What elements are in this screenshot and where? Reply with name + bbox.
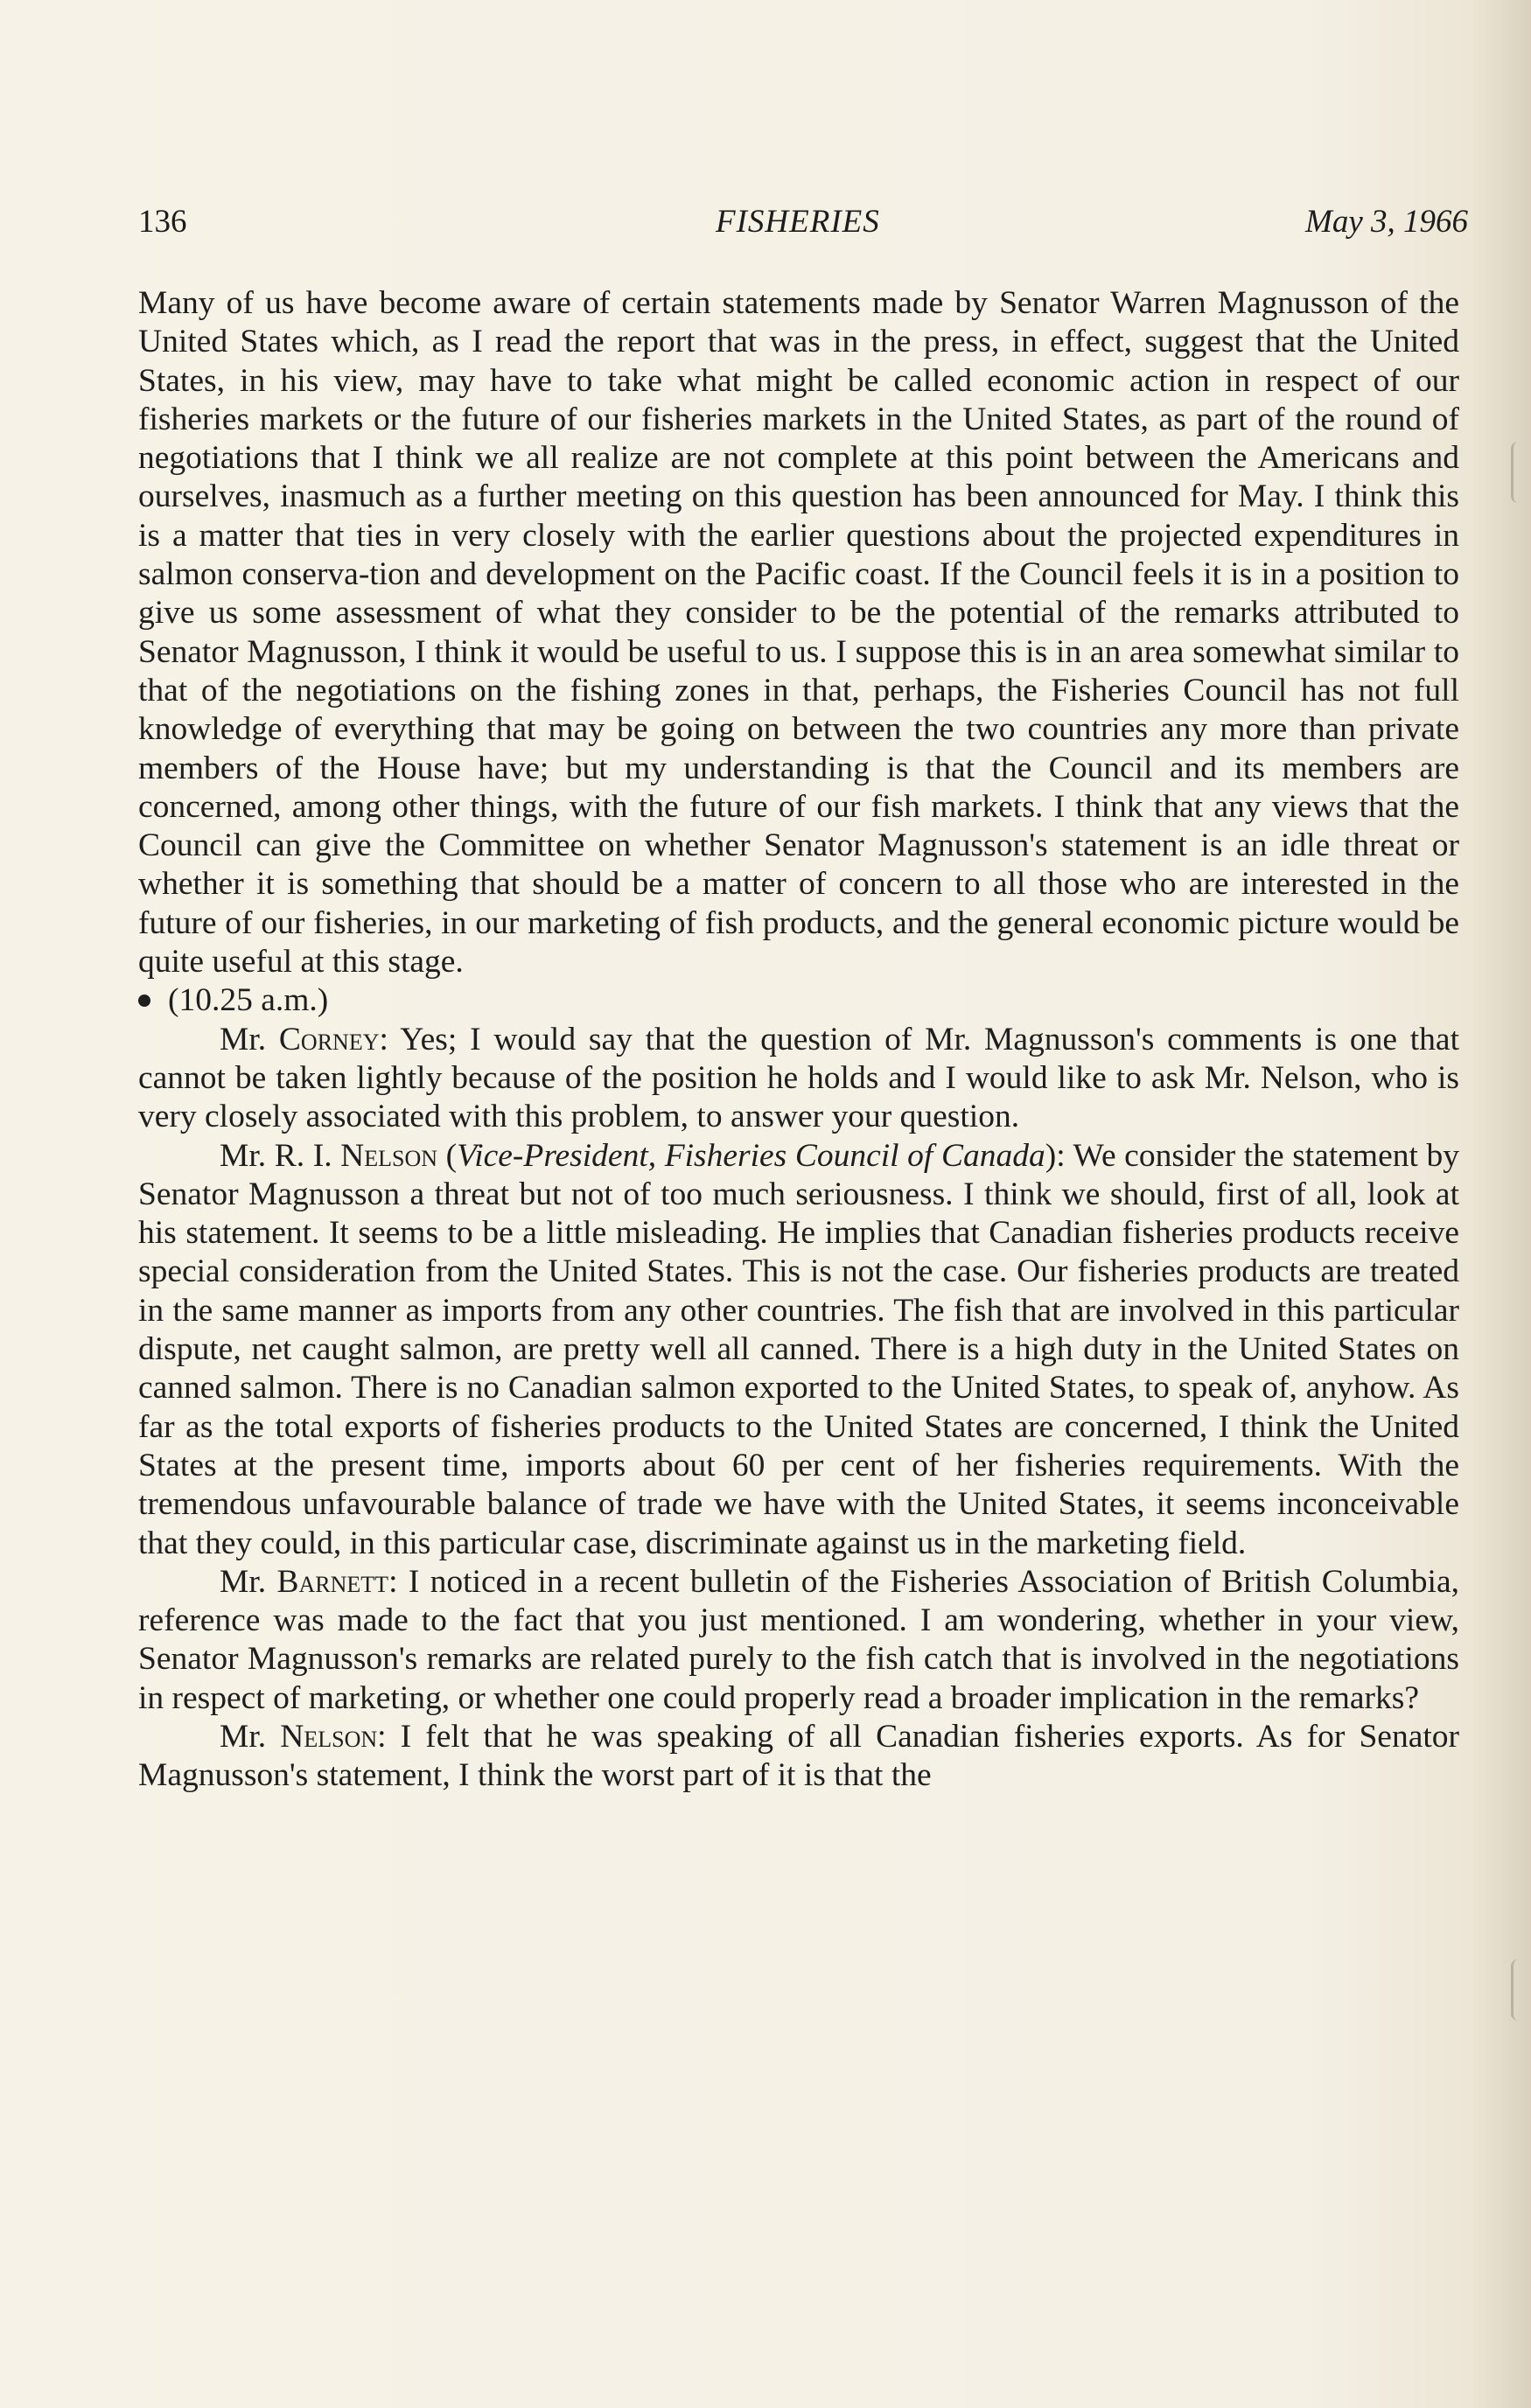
speaker-name: Barnett	[276, 1563, 389, 1600]
open-paren: (	[437, 1137, 458, 1174]
running-title: FISHERIES	[716, 204, 880, 240]
paragraph-4	[138, 1563, 1459, 1718]
speaker-affiliation: Vice-President, Fisheries Council of Canada	[457, 1137, 1045, 1174]
paragraph-text: : We consider the statement by Senator Magnusson a threat but not of too much seriousness. I think we should, first of all, look at his statement. It seems to be a little misleading. He implies that Canadian fisheries products receive special consideration from the United States. This is not the case. Our fisheries products are treated in the same manner as imports from any other countries. The fish that are involved in this particular dispute, net caught salmon, are pretty well all canned. There is a high duty in the United States on canned salmon. There is no Canadian salmon exported to the United States, to speak of, anyhow. As far as the total exports of fisheries products to the United States are concerned, I think the United States at the present time, imports about 60 per cent of her fisheries requirements. With the tremendous unfavourable balance of trade we have with the United States, it seems inconceivable that they could, in this particular case, discriminate against us in the marketing field.	[138, 1137, 1459, 1561]
paragraph-text: : I noticed in a recent bulletin of the Fisheries Association of British Columbia, reference was made to the fact that you just mentioned. I am wondering, whether in your view, Senator Magnusson's remarks are related purely to the fish catch that is involved in the negotiations in respect of marketing, or whether one could properly read a broader implication in the remarks?	[138, 1563, 1459, 1716]
speaker-prefix: Mr.	[220, 1718, 281, 1755]
page-edge-mark	[1511, 1959, 1522, 2021]
paragraph-1: Many of us have become aware of certain statements made by Senator Warren Magnusson of the United States which, as I read the report that was in the press, in effect, suggest that the United States, in his view, may have to take what might be called economic action in respect of our fisheries markets or the future of our fisheries markets in the United States, as part of the round of negotiations that I think we all realize are not complete at this point between the Americans and ourselves, inasmuch as a further meeting on this question has been announced for May. I think this is a matter that ties in very closely with the earlier questions about the projected expenditures in salmon conserva-tion and development on the Pacific coast. If the Council feels it is in a position to give us some assessment of what they consider to be the potential of the remarks attributed to Senator Magnusson, I think it would be useful to us. I suppose this is in an area somewhat similar to that of the negotiations on the fishing zones in that, perhaps, the Fisheries Council has not full knowledge of everything that may be going on between the two countries any more than private members of the House have; but my understanding is that the Council and its members are concerned, among other things, with the future of our fish markets. I think that any views that the Council can give the Committee on whether Senator Magnusson's statement is an idle threat or whether it is something that should be a matter of concern to all those who are interested in the future of our fisheries, in our marketing of fish products, and the general economic picture would be quite useful at this stage.	[138, 285, 1459, 981]
close-paren: )	[1045, 1137, 1057, 1174]
paragraph-2	[138, 1021, 1459, 1137]
speaker-name: Nelson	[340, 1137, 438, 1174]
time-marker	[138, 981, 1459, 1020]
paragraph-3	[138, 1137, 1459, 1563]
speaker-prefix: Mr.	[220, 1563, 277, 1600]
page-number: 136	[138, 204, 187, 240]
body-text	[138, 284, 1459, 1796]
time-marker-text: (10.25 a.m.)	[168, 982, 329, 1019]
paragraph-5	[138, 1718, 1459, 1796]
header-date: May 3, 1966	[1305, 204, 1468, 240]
page-header	[138, 203, 1468, 255]
speaker-name: Nelson	[280, 1718, 378, 1755]
paragraph-text: : I felt that he was speaking of all Canadian fisheries exports. As for Senator Magnusson's statement, I think the worst part of it is that the	[138, 1718, 1459, 1794]
speaker-prefix: Mr. R. I.	[220, 1137, 341, 1174]
paragraph-text: : Yes; I would say that the question of Mr. Magnusson's comments is one that cannot be taken lightly because of the position he holds and I would like to ask Mr. Nelson, who is very closely associated with this problem, to answer your question.	[138, 1021, 1459, 1135]
speaker-prefix: Mr.	[220, 1021, 279, 1057]
bullet-icon	[138, 995, 150, 1007]
page-edge-mark	[1511, 442, 1522, 503]
speaker-name: Corney	[278, 1021, 380, 1057]
